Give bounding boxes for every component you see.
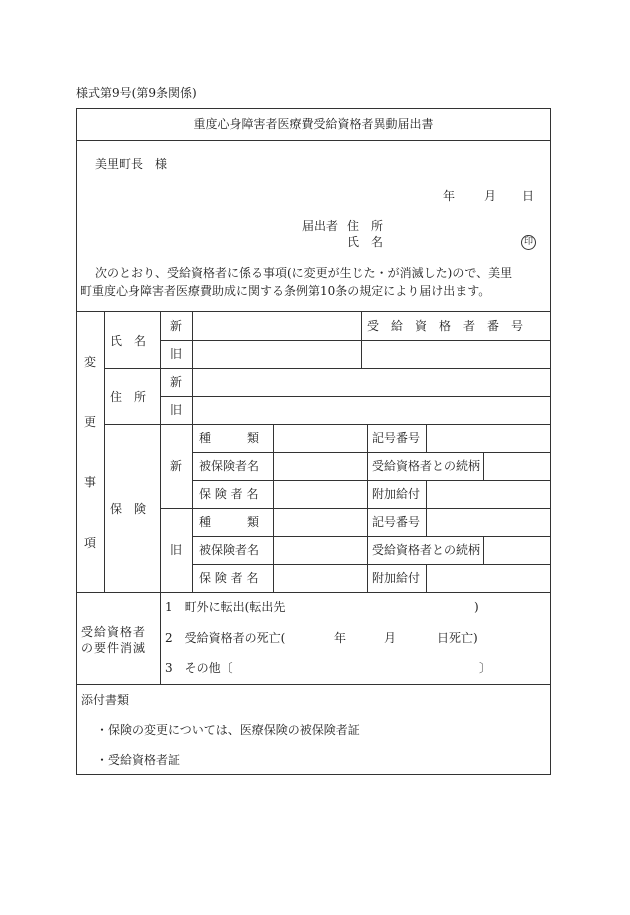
applicant-label: 届出者 [302, 219, 339, 233]
divider [367, 424, 368, 592]
divider [160, 396, 551, 397]
divider [104, 424, 551, 425]
divider [160, 311, 161, 592]
divider [192, 480, 551, 481]
additional-benefit-label: 附加給付 [372, 571, 421, 585]
old-marker: 旧 [170, 543, 183, 557]
attachment-item: ・保険の変更については、医療保険の被保険者証 [96, 723, 360, 737]
divider [361, 311, 362, 368]
insured-name-label: 被保険者名 [199, 459, 260, 473]
divider [426, 424, 427, 452]
relationship-label: 受給資格者との続柄 [372, 543, 481, 557]
address-row-label: 住 所 [110, 390, 147, 404]
loss-item-3-close: 〕 [479, 661, 492, 675]
statement-line-1: 次のとおり、受給資格者に係る事項(に変更が生じた・が消滅した)ので、美里 [95, 266, 513, 280]
divider [160, 508, 551, 509]
symbol-number-label: 記号番号 [372, 431, 421, 445]
date-month-label: 月 [484, 189, 497, 203]
divider [483, 536, 484, 564]
divider [76, 140, 551, 141]
divider [426, 508, 427, 536]
additional-benefit-label: 附加給付 [372, 487, 421, 501]
attachments-title: 添付書類 [81, 693, 130, 707]
divider [76, 311, 551, 312]
symbol-number-label: 記号番号 [372, 515, 421, 529]
old-marker: 旧 [170, 403, 183, 417]
loss-item-2-year: 年 [334, 631, 347, 645]
seal-mark: 印 [521, 235, 536, 250]
divider [426, 480, 427, 508]
divider [104, 311, 105, 592]
section-label-char: 項 [84, 536, 97, 550]
divider [160, 592, 161, 684]
divider [76, 684, 551, 685]
divider [160, 340, 551, 341]
applicant-name-label: 氏 名 [347, 235, 384, 249]
statement-line-2: 町重度心身障害者医療費助成に関する条例第10条の規定により届け出ます。 [80, 284, 491, 298]
form-number-label: 様式第9号(第9条関係) [76, 86, 197, 100]
applicant-address-label: 住 所 [347, 219, 384, 233]
divider [76, 592, 551, 593]
loss-item-2: 2 受給資格者の死亡( [165, 631, 286, 645]
section-label-char: 事 [84, 475, 97, 489]
insurance-type-label: 種 類 [199, 515, 260, 529]
date-day-label: 日 [522, 189, 535, 203]
old-marker: 旧 [170, 347, 183, 361]
divider [192, 452, 551, 453]
insurer-name-label: 保 険 者 名 [199, 487, 259, 501]
name-row-label: 氏 名 [110, 334, 147, 348]
new-marker: 新 [170, 375, 183, 389]
divider [192, 424, 193, 592]
new-marker: 新 [170, 319, 183, 333]
divider [192, 311, 193, 424]
loss-item-2-day: 日死亡) [437, 631, 478, 645]
insurance-type-label: 種 類 [199, 431, 260, 445]
new-marker: 新 [170, 459, 183, 473]
divider [483, 452, 484, 480]
recipient-number-label: 受 給 資 格 者 番 号 [367, 319, 524, 333]
insurance-row-label: 保 険 [110, 502, 147, 516]
divider [426, 564, 427, 592]
loss-item-3: 3 その他〔 [165, 661, 233, 675]
insured-name-label: 被保険者名 [199, 543, 260, 557]
loss-label-line-2: の要件消滅 [81, 641, 147, 655]
date-year-label: 年 [443, 189, 456, 203]
insurer-name-label: 保 険 者 名 [199, 571, 259, 585]
form-title: 重度心身障害者医療費受給資格者異動届出書 [193, 117, 434, 131]
divider [104, 368, 551, 369]
loss-item-1-close: ) [474, 600, 479, 614]
divider [273, 424, 274, 592]
attachment-item: ・受給資格者証 [96, 753, 181, 767]
section-label-char: 更 [84, 415, 97, 429]
divider [192, 536, 551, 537]
relationship-label: 受給資格者との続柄 [372, 459, 481, 473]
addressee: 美里町長 様 [95, 157, 168, 171]
loss-label-line-1: 受給資格者 [81, 625, 147, 639]
section-label-char: 変 [84, 355, 97, 369]
loss-item-2-month: 月 [384, 631, 397, 645]
loss-item-1: 1 町外に転出(転出先 [165, 600, 286, 614]
divider [192, 564, 551, 565]
